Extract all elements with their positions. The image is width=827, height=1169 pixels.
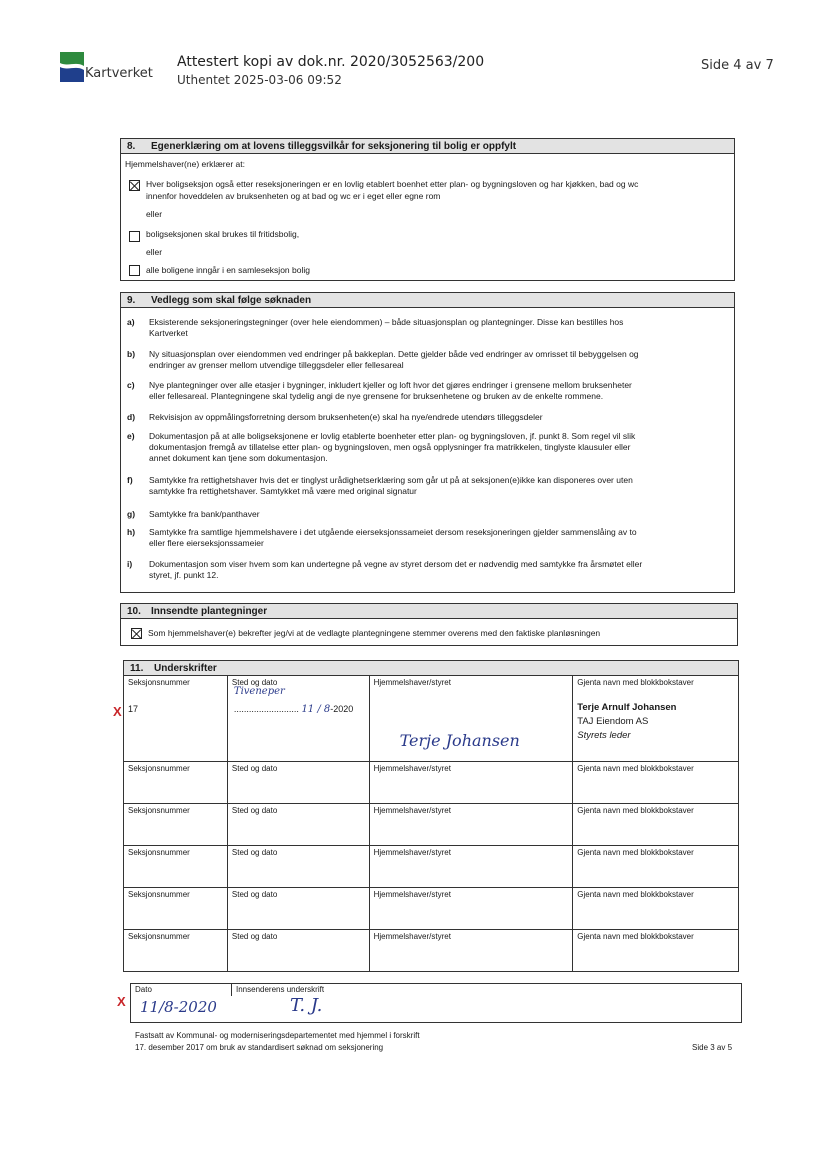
signature-row: [124, 762, 739, 804]
option-samleseksjon: alle boligene inngår i en samleseksjon bolig: [146, 265, 310, 275]
marker-x-section: X: [113, 704, 122, 719]
section-10-header: 10. Innsendte plantegninger: [121, 604, 737, 619]
page-number: Side 4 av 7: [701, 58, 774, 73]
attachment-text-line: eller fellesareal. Plantegningene skal tydelig angi de nye grensene for bruksenhetene og bruken av de enkelte rommene.: [149, 391, 604, 401]
signature-row: [124, 930, 739, 972]
checkbox-samleseksjon[interactable]: [129, 265, 140, 276]
attachment-text: [149, 527, 728, 549]
attachment-item: [127, 349, 728, 371]
cell-owner-signature[interactable]: Hjemmelshaver/styret: [369, 888, 573, 930]
checkbox-confirm-plans[interactable]: [131, 628, 142, 639]
attachment-letter: d): [127, 412, 136, 422]
attachment-item: [127, 380, 728, 402]
handwritten-place: Tiveneper: [233, 686, 285, 697]
attachment-item: [127, 559, 728, 581]
cell-section-number[interactable]: Seksjonsnummer: [124, 846, 228, 888]
cell-block-letters[interactable]: Gjenta navn med blokkbokstaver: [573, 804, 739, 846]
attachment-text-line: Nye plantegninger over alle etasjer i bygninger, inkludert kjeller og loft hvor det gjøres endringer i grensene mellom bruksenheter: [149, 380, 632, 390]
cell-section-number[interactable]: Seksjonsnummer: [124, 804, 228, 846]
attachment-letter: i): [127, 559, 133, 569]
footer-line-2: 17. desember 2017 om bruk av standardisert søknad om seksjonering: [135, 1043, 384, 1052]
cell-owner-signature[interactable]: Hjemmelshaver/styret: [369, 762, 573, 804]
attachment-item: [127, 527, 728, 549]
attachment-text-line: styret, jf. punkt 12.: [149, 570, 219, 580]
attachment-text: [149, 431, 728, 464]
attachment-text-line: Dokumentasjon som viser hvem som kan undertegne på vegne av styret dersom det er nødvendig med samtykke fra årsmøtet eller: [149, 559, 643, 569]
cell-place-date[interactable]: Sted og dato: [227, 846, 369, 888]
logo-text: Kartverket: [85, 66, 153, 81]
submitter-box: [130, 983, 742, 1023]
attachment-item: [127, 412, 728, 423]
cell-section-number[interactable]: Seksjonsnummer: [124, 888, 228, 930]
submit-date-handwritten: 11/8-2020: [140, 998, 217, 1016]
attachment-text-line: Samtykke fra bank/panthaver: [149, 509, 260, 519]
attachment-letter: a): [127, 317, 135, 327]
checkbox-fritidsbolig[interactable]: [129, 231, 140, 242]
attachment-text-line: Eksisterende seksjoneringstegninger (over hele eiendommen) – både situasjonsplan og plantegninger. Disse kan bestilles hos: [149, 317, 624, 327]
attachment-text: [149, 380, 728, 402]
confirm-plans-text: Som hjemmelshaver(e) bekrefter jeg/vi at de vedlagte plantegningene stemmer overens med den faktiske planløsningen: [148, 628, 601, 638]
attachment-text-line: Samtykke fra samtlige hjemmelshavere i det utgående eierseksjonssameiet dersom reseksjoneringen gjelder sammenslåing av to: [149, 527, 637, 537]
attachment-text-line: Rekvisisjon av oppmålingsforretning dersom bruksenheten(e) skal ha nye/endrede utendørs tilleggsdeler: [149, 412, 543, 422]
attachment-letter: c): [127, 380, 135, 390]
cell-owner-signature[interactable]: Hjemmelshaver/styret: [369, 804, 573, 846]
attachment-item: [127, 317, 728, 339]
signature-row: [124, 804, 739, 846]
section-8-header: 8. Egenerklæring om at lovens tilleggsvilkår for seksjonering til bolig er oppfylt: [121, 139, 734, 154]
retrieved-timestamp: Uthentet 2025-03-06 09:52: [177, 73, 342, 87]
attachment-text-line: Kartverket: [149, 328, 188, 338]
cell-place-date: Sted og dato Tiveneper .......................... 11 / 8-2020: [227, 676, 369, 762]
attachment-letter: g): [127, 509, 136, 519]
attachment-text: [149, 412, 728, 423]
attachment-letter: b): [127, 349, 136, 359]
cell-section-number[interactable]: Seksjonsnummer: [124, 762, 228, 804]
or-label: eller: [146, 247, 163, 257]
signature-table: [123, 675, 739, 972]
section-10: [120, 603, 738, 646]
attachment-item: [127, 509, 728, 520]
attachment-text: [149, 559, 728, 581]
cell-place-date[interactable]: Sted og dato: [227, 930, 369, 972]
section-11-header: 11. Underskrifter: [123, 660, 739, 675]
attachment-text-line: dokumentasjon fremgå av tillatelse etter plan- og bygningsloven, men også opplysninger fra matrikkelen, tinglyste klausuler eller: [149, 442, 631, 452]
section-8: [120, 138, 735, 281]
submit-date-label: Dato: [135, 985, 152, 994]
attachment-text: [149, 509, 728, 520]
cell-block-letters: Gjenta navn med blokkbokstaver Terje Arnulf Johansen TAJ Eiendom AS Styrets leder: [573, 676, 739, 762]
attachment-text-line: annet dokument kan tjene som dokumentasjon.: [149, 453, 328, 463]
cell-block-letters[interactable]: Gjenta navn med blokkbokstaver: [573, 930, 739, 972]
checkbox-boenhet[interactable]: [129, 180, 140, 191]
attachment-text-line: endringer av grenser mellom utvendige tilleggsdeler eller fellesareal: [149, 360, 404, 370]
cell-owner-signature[interactable]: Hjemmelshaver/styret: [369, 930, 573, 972]
attachment-text-line: eller flere eierseksjonssameier: [149, 538, 264, 548]
attachment-letter: f): [127, 475, 133, 485]
attachment-text: [149, 475, 728, 497]
option-boenhet-line2: innenfor hoveddelen av bruksenheten og at bad og wc er i eget eller egne rom: [146, 191, 441, 201]
cell-block-letters[interactable]: Gjenta navn med blokkbokstaver: [573, 888, 739, 930]
cell-place-date[interactable]: Sted og dato: [227, 762, 369, 804]
cell-place-date[interactable]: Sted og dato: [227, 804, 369, 846]
signature-row: [124, 676, 739, 762]
footer-page: Side 3 av 5: [692, 1043, 733, 1052]
cell-owner-signature[interactable]: Hjemmelshaver/styret: [369, 846, 573, 888]
footer-line-1: Fastsatt av Kommunal- og moderniseringsdepartementet med hjemmel i forskrift: [135, 1031, 420, 1040]
cell-owner-signature: Hjemmelshaver/styret Terje Johansen: [369, 676, 573, 762]
attachment-item: [127, 431, 728, 464]
attachment-text: [149, 317, 728, 339]
owner-name: Terje Arnulf Johansen: [577, 702, 677, 713]
attachment-text-line: Ny situasjonsplan over eiendommen ved endringer på bakkeplan. Dette gjelder både ved endringer av omrisset til bebyggelsen og: [149, 349, 639, 359]
marker-x-submit: X: [117, 994, 126, 1009]
cell-section-number: Seksjonsnummer 17: [124, 676, 228, 762]
attachment-letter: h): [127, 527, 136, 537]
option-fritidsbolig: boligseksjonen skal brukes til fritidsbolig,: [146, 229, 300, 239]
cell-place-date[interactable]: Sted og dato: [227, 888, 369, 930]
submitter-signature-label: Innsenderens underskrift: [236, 985, 325, 994]
attachment-text-line: samtykke fra rettighetshaver. Samtykket må være med original signatur: [149, 486, 417, 496]
place-date-line: .......................... 11 / 8-2020: [233, 704, 354, 715]
owner-signature: Terje Johansen: [399, 731, 520, 750]
owner-role: Styrets leder: [577, 730, 631, 741]
cell-section-number[interactable]: Seksjonsnummer: [124, 930, 228, 972]
kartverket-logo-icon: [60, 52, 84, 82]
section-number-value: 17: [128, 704, 139, 714]
attachment-item: [127, 475, 728, 497]
section-9-header: 9. Vedlegg som skal følge søknaden: [121, 293, 734, 308]
document-title: Attestert kopi av dok.nr. 2020/3052563/200: [177, 54, 485, 70]
submit-date-divider: [231, 984, 232, 996]
cell-block-letters[interactable]: Gjenta navn med blokkbokstaver: [573, 846, 739, 888]
signature-row: [124, 888, 739, 930]
owner-company: TAJ Eiendom AS: [577, 716, 649, 727]
attachment-text: [149, 349, 728, 371]
option-boenhet-line1: Hver boligseksjon også etter reseksjoneringen er en lovlig etablert boenhet etter plan- og bygningsloven og har kjøkken, bad og wc: [146, 179, 639, 189]
signature-row: [124, 846, 739, 888]
cell-block-letters[interactable]: Gjenta navn med blokkbokstaver: [573, 762, 739, 804]
submitter-signature: T. J.: [290, 995, 323, 1016]
attachment-letter: e): [127, 431, 135, 441]
attachment-text-line: Dokumentasjon på at alle boligseksjonene er lovlig etablerte boenheter etter plan- og bygningsloven, jf. punkt 8. Som regel vil slik: [149, 431, 636, 441]
or-label: eller: [146, 209, 163, 219]
section-8-intro: Hjemmelshaver(ne) erklærer at:: [125, 159, 245, 169]
section-9: [120, 292, 735, 593]
attachment-text-line: Samtykke fra rettighetshaver hvis det er tinglyst urådighetserklæring som går ut på at seksjonen(e)ikke kan disponeres over uten: [149, 475, 633, 485]
